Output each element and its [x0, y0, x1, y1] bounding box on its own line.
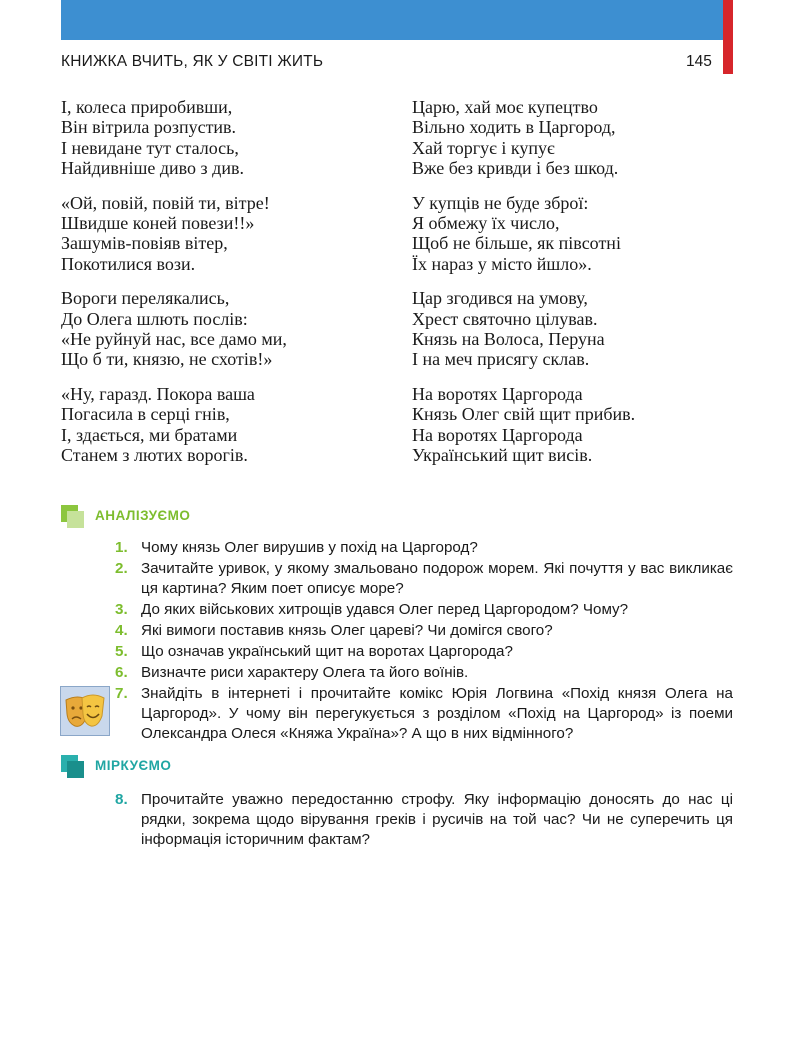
poem-line: І на меч присягу склав. — [412, 349, 590, 370]
stanza — [412, 97, 635, 179]
stanza — [412, 384, 635, 466]
poem-line: У купців не буде зброї: — [412, 192, 589, 213]
question-text: Зачитайте уривок, у якому змальовано подорож морем. Які почуття у вас викликає ця картина? Яким поет описує море? — [141, 560, 733, 597]
poem-line: Щоб не більше, як півсотні — [412, 233, 621, 254]
poem-line: Хай торгує і купує — [412, 137, 555, 158]
poem-line: «Ой, повій, повій ти, вітре! — [61, 192, 270, 213]
poem-line: Що б ти, князю, не схотів!» — [61, 349, 273, 370]
poem-line: До Олега шлють послів: — [61, 308, 248, 329]
poem-line: І невидане тут сталось, — [61, 137, 239, 158]
question-item — [115, 538, 733, 558]
question-number: 8. — [115, 791, 128, 808]
poem-line: Станем з лютих ворогів. — [61, 445, 248, 466]
poem-line: Найдивніше диво з див. — [61, 158, 244, 179]
stanza — [412, 288, 635, 370]
stanza — [61, 384, 287, 466]
question-number: 3. — [115, 601, 128, 618]
poem-line: Український щит висів. — [412, 445, 593, 466]
stanza — [61, 97, 287, 179]
question-text: Визначте риси характеру Олега та його воїнів. — [141, 664, 469, 681]
poem-line: На воротях Царгорода — [412, 383, 583, 404]
question-number: 6. — [115, 664, 128, 681]
question-text: Прочитайте уважно передостанню строфу. Яку інформацію доносять до нас ці рядки, зокрема щодо вірування греків і русичів на той час? Чи не суперечить ця інформація історичним фактам? — [141, 791, 733, 848]
poem-line: Князь на Волоса, Перуна — [412, 329, 605, 350]
poem-line: Князь Олег свій щит прибив. — [412, 404, 636, 425]
question-text: Що означав український щит на воротах Царгорода? — [141, 643, 513, 660]
question-number: 2. — [115, 560, 128, 577]
stanza — [61, 193, 287, 275]
question-number: 1. — [115, 539, 128, 556]
poem-column-left — [61, 97, 287, 480]
poem-line: Вороги перелякались, — [61, 288, 230, 309]
header-color-bar — [61, 0, 728, 40]
stanza — [61, 288, 287, 370]
question-text: Знайдіть в інтернеті і прочитайте комікс Юрія Логвина «Похід князя Олега на Царгород». У чому він перегукується з розділом «Похід на Царгород» із поеми Олександра Олеся «Княжа Україна»? А що в них відмінного? — [141, 685, 733, 742]
question-number: 7. — [115, 685, 128, 702]
question-item — [115, 600, 733, 620]
section-square-icon — [67, 511, 84, 528]
question-number: 5. — [115, 643, 128, 660]
question-list-think — [115, 790, 733, 851]
question-text: Які вимоги поставив князь Олег цареві? Чи домігся свого? — [141, 622, 553, 639]
poem-line: Цар згодився на умову, — [412, 288, 588, 309]
section-title: АНАЛІЗУЄМО — [95, 508, 191, 523]
question-item — [115, 621, 733, 641]
question-text: Чому князь Олег вирушив у похід на Царгород? — [141, 539, 478, 556]
poem-line: Я обмежу їх число, — [412, 213, 560, 234]
question-item — [115, 790, 733, 850]
poem-line: Їх нараз у місто йшло». — [412, 253, 592, 274]
poem-line: Вже без кривди і без шкод. — [412, 158, 619, 179]
poem-line: І, колеса приробивши, — [61, 97, 233, 117]
poem-line: «Не руйнуй нас, все дамо ми, — [61, 329, 287, 350]
running-header-title: КНИЖКА ВЧИТЬ, ЯК У СВІТІ ЖИТЬ — [61, 53, 324, 70]
question-number: 4. — [115, 622, 128, 639]
poem-line: Хрест святочно цілував. — [412, 308, 598, 329]
section-title: МІРКУЄМО — [95, 758, 172, 773]
section-square-icon — [67, 761, 84, 778]
poem-line: Швидше коней повези!!» — [61, 213, 255, 234]
poem-line: Вільно ходить в Царгород, — [412, 117, 616, 138]
question-item — [115, 663, 733, 683]
question-text: До яких військових хитрощів удався Олег перед Царгородом? Чому? — [141, 601, 629, 618]
chapter-marker — [723, 0, 733, 74]
stanza — [412, 193, 635, 275]
question-item — [115, 684, 733, 744]
poem-line: Він вітрила розпустив. — [61, 117, 237, 138]
poem-column-right — [412, 97, 635, 480]
poem-line: На воротях Царгорода — [412, 424, 583, 445]
poem-line: Царю, хай моє купецтво — [412, 97, 598, 117]
poem-line: І, здається, ми братами — [61, 424, 238, 445]
poem-line: Зашумів-повіяв вітер, — [61, 233, 228, 254]
question-list-analyze — [115, 538, 733, 745]
poem-line: Покотилися вози. — [61, 253, 196, 274]
poem-line: «Ну, гаразд. Покора ваша — [61, 383, 255, 404]
question-item — [115, 559, 733, 599]
page-number: 145 — [686, 53, 712, 70]
theater-masks-icon — [60, 686, 110, 736]
question-item — [115, 642, 733, 662]
poem-line: Погасила в серці гнів, — [61, 404, 230, 425]
